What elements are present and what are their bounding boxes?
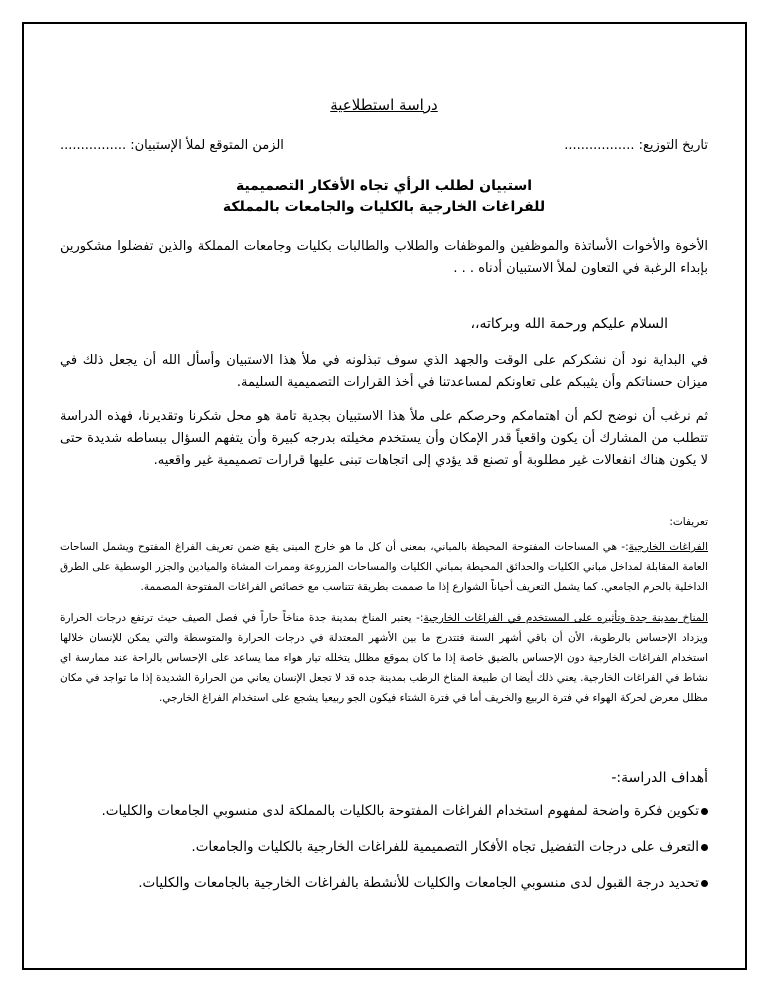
distribution-date: تاريخ التوزيع: ................. — [564, 138, 708, 153]
subtitle-line-2: للفراغات الخارجية بالكليات والجامعات بالمملكة — [222, 199, 546, 215]
questionnaire-subtitle — [60, 176, 708, 218]
page-title: دراسة استطلاعية — [330, 96, 438, 114]
subtitle-line-1: استبيان لطلب الرأي تجاه الأفكار التصميمية — [235, 178, 533, 194]
definition-climate-text: :- يعتبر المناخ بمدينة جدة مناخاً حاراً في فصل الصيف حيث ترتفع درجات الحرارة ويزداد الإحساس بالرطوبة، الأن أن باقي أشهر السنة فتتدرج ما بين الأشهر المعتدلة في درجات الحرارة والمتوسطة والتي يمكن للإنسان خلالها استخدام الفراغات الخارجية دون الإحساس بالضيق خاصة إذا ما كان بموقع مظلل يتخلله تيار هواء مما يساعد على الإحساس بالراحة عند ممارسة اي نشاط في الفراغات الخارجية. يعني ذلك أيضا ان طبيعة المناخ الرطب بمدينة جده قد لا تجعل الإنسان يعاني من الحرارة الشديدة إذا ما تواجد في مكان مظلل معرض لحركة الهواء في فترة الربيع والخريف أما في فترة الشتاء فيكون الجو ربيعيا يشجع على استخدام الفراغ الخارجي. — [60, 612, 708, 704]
term-outdoor-spaces: الفراغات الخارجية — [628, 541, 708, 553]
term-climate: المناخ بمدينة جدة وتأثيره على المستخدم في الفراغات الخارجية — [423, 612, 708, 624]
goal-text-3: تحديد درجة القبول لدى منسوبي الجامعات والكليات للأنشطة بالفراغات الخارجية بالجامعات والكليات. — [138, 875, 699, 891]
bullet-icon — [701, 844, 708, 851]
goal-item-3 — [138, 872, 708, 895]
definition-outdoor-spaces-text: :- هي المساحات المفتوحة المحيطة بالمباني، بمعنى أن كل ما هو خارج المبنى يقع ضمن تعريف الفراغ المفتوح ويشمل الساحات العامة المقابلة لمداخل مباني الكليات والحدائق المحيطة بمباني الكليات والمساحات المزروعة وممرات المشاة والميادين والجزر الوسطية على الطرق الداخلية بالحرم الجامعي. كما يشمل التعريف أحياناً الشوارع إذا ما صممت بطريقة تتناسب مع خصائص الفراغات المفتوحة المصممة. — [60, 541, 708, 593]
meta-line — [60, 138, 708, 153]
bullet-icon — [701, 808, 708, 815]
definition-outdoor-spaces — [60, 537, 708, 597]
paragraph-1: في البداية نود أن نشكركم على الوقت والجهد الذي سوف تبذلونه في ملأ هذا الاستبيان وأسأل الله أن يجعل ذلك في ميزان حسناتكم وأن يثيبكم على تعاونكم لمساعدتنا في أخذ القرارات التصميمية السليمة. — [60, 353, 708, 390]
paragraph-2: ثم نرغب أن نوضح لكم أن اهتمامكم وحرصكم على ملأ هذا الاستبيان بجدية تامة هو محل شكرنا وتقديرنا، فهذه الدراسة تتطلب من المشارك أن يكون واقعياً قدر الإمكان وأن يستخدم مخيلته بدرجه كبيرة وأن يتفهم السؤال ببساطه شديدة حتى لا يكون هناك انفعالات غير مطلوبة أو تصنع قد يؤدي إلى اتجاهات تبنى عليها قرارات تصميمية غير واقعيه. — [60, 409, 708, 468]
goal-item-2 — [191, 836, 708, 859]
definitions-heading: تعريفات: — [669, 516, 708, 528]
goal-text-2: التعرف على درجات التفضيل تجاه الأفكار التصميمية للفراغات الخارجية بالكليات والجامعات. — [191, 839, 699, 855]
intro-paragraph: الأخوة والأخوات الأساتذة والموظفين والموظفات والطلاب والطالبات بكليات وجامعات المملكة والذين تفضلوا مشكورين بإبداء الرغبة في التعاون لملأ الاستبيان أدناه . . . — [60, 239, 708, 276]
document-body — [60, 0, 708, 994]
goal-text-1: تكوين فكرة واضحة لمفهوم استخدام الفراغات المفتوحة بالكليات بالمملكة لدى منسوبي الجامعات والكليات. — [101, 803, 699, 819]
bullet-icon — [701, 880, 708, 887]
definition-climate — [60, 608, 708, 708]
goal-item-1 — [60, 800, 708, 823]
greeting: السلام عليكم ورحمة الله وبركاته،، — [470, 316, 668, 332]
expected-time: الزمن المتوقع لملأ الإستبيان: ................ — [60, 138, 284, 153]
goals-heading: أهداف الدراسة:- — [611, 770, 708, 786]
